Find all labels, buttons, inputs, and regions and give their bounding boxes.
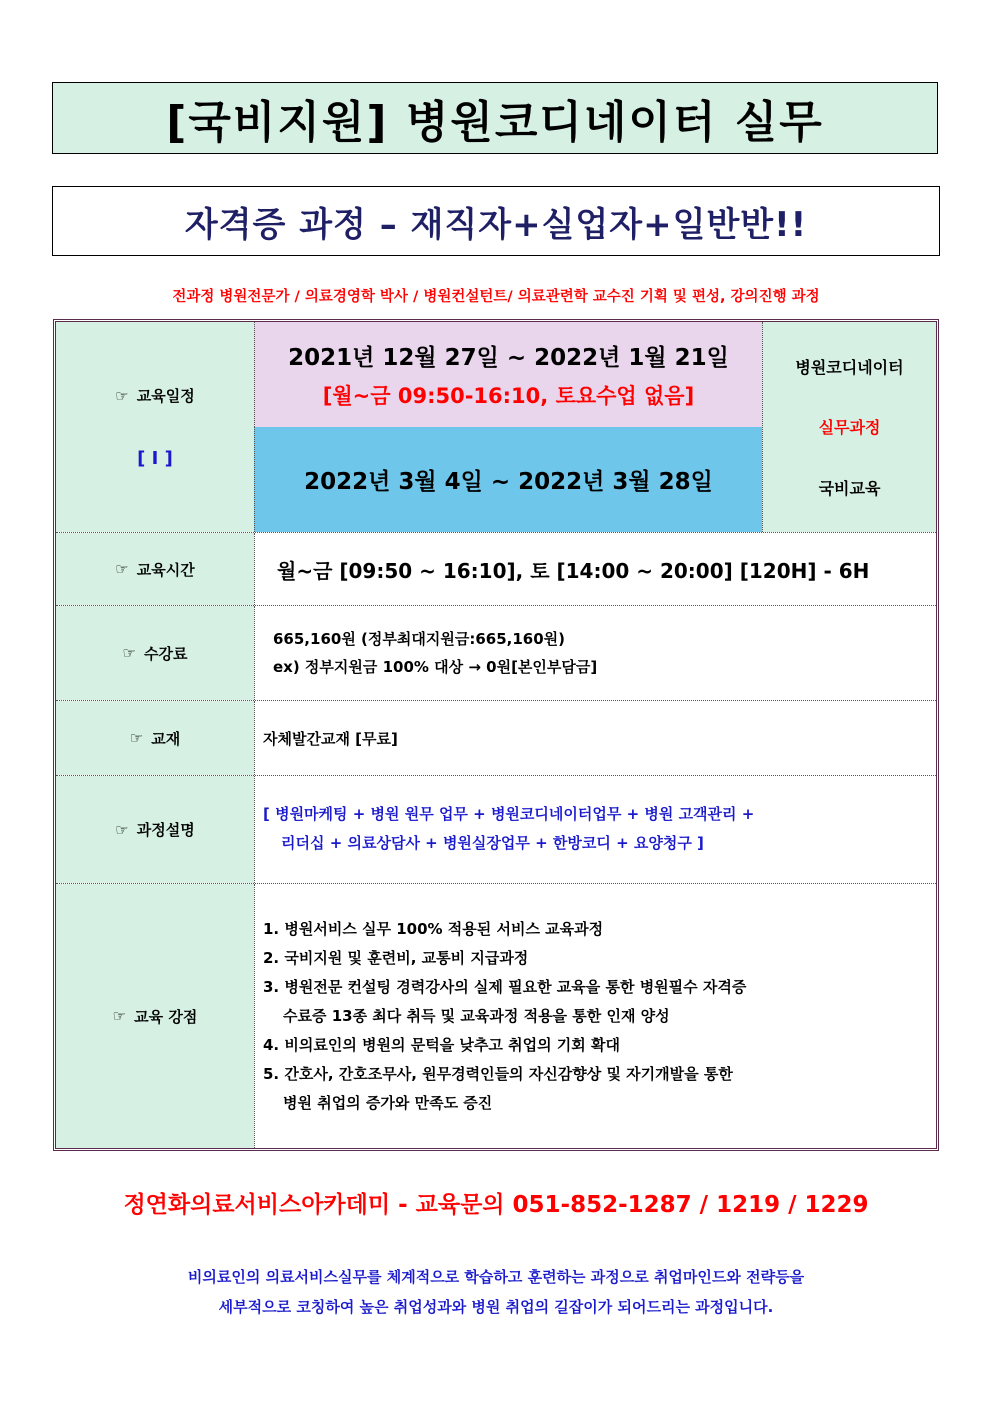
strength-item-continued: 병원 취업의 증가와 만족도 증진 [283, 1093, 493, 1112]
textbook-label: 교재 [151, 729, 181, 748]
side-funding: 국비교육 [818, 479, 881, 499]
period-1-dates: 2021년 12월 27일 ~ 2022년 1월 21일 [288, 345, 729, 371]
time-value: 월~금 [09:50 ~ 16:10], 토 [14:00 ~ 20:00] [120H] - 6H [254, 533, 936, 605]
time-label: 교육시간 [136, 560, 195, 579]
strengths-list [254, 884, 936, 1148]
strength-item: 2. 국비지원 및 훈련비, 교통비 지급과정 [263, 948, 529, 967]
textbook-value: 자체발간교재 [무료] [254, 701, 936, 775]
hand-pointing-right-icon: ☞ [115, 820, 129, 839]
fee-amount: 665,160원 (정부최대지원금:665,160원) [273, 630, 565, 648]
course-label-cell [56, 776, 254, 883]
strength-item: 3. 병원전문 컨설팅 경력강사의 실제 필요한 교육을 통한 병원필수 자격증 [263, 977, 747, 996]
instructors-line: 전과정 병원전문가 / 의료경영학 박사 / 병원컨설턴트/ 의료관련학 교수진 기획 및 편성, 강의진행 과정 [172, 289, 820, 305]
hand-pointing-right-icon: ☞ [129, 729, 144, 747]
side-course-type: 실무과정 [818, 418, 881, 438]
side-course-name: 병원코디네이터 [795, 357, 904, 377]
hand-pointing-right-icon: ☞ [122, 644, 136, 662]
schedule-label: 교육일정 [136, 387, 195, 405]
footer-desc-line-2: 세부적으로 코칭하여 높은 취업성과와 병원 취업의 길잡이가 되어드리는 과정입니다. [218, 1298, 774, 1316]
course-label: 과정설명 [136, 821, 195, 839]
strengths-label-cell [56, 884, 254, 1148]
course-subtitle: 자격증 과정 – 재직자+실업자+일반반!! [52, 186, 940, 256]
fee-example: ex) 정부지원금 100% 대상 → 0원[본인부담금] [273, 658, 598, 676]
course-value-cell [254, 776, 936, 883]
fee-label-cell [56, 606, 254, 700]
course-info-table [53, 319, 939, 1151]
fee-label: 수강료 [143, 644, 188, 663]
schedule-term: [ I ] [137, 448, 173, 469]
strength-item-continued: 수료증 13종 최다 취득 및 교육과정 적용을 통한 인재 양성 [283, 1006, 670, 1025]
schedule-side-cell [762, 322, 936, 532]
period-1-note: [월~금 09:50-16:10, 토요수업 없음] [322, 384, 695, 408]
hand-pointing-right-icon: ☞ [115, 386, 129, 405]
contact-line: 정연화의료서비스아카데미 - 교육문의 051-852-1287 / 1219 / 1229 [123, 1192, 869, 1218]
schedule-period-1 [254, 322, 762, 427]
course-desc-line-1: [ 병원마케팅 + 병원 원무 업무 + 병원코디네이터업무 + 병원 고객관리 + [263, 805, 755, 823]
strengths-label: 교육 강점 [134, 1007, 198, 1026]
page-title: [국비지원] 병원코디네이터 실무 [52, 82, 938, 154]
strength-item: 5. 간호사, 간호조무사, 원무경력인들의 자신감향상 및 자기개발을 통한 [263, 1064, 733, 1083]
course-desc-line-2: 리더십 + 의료상담사 + 병원실장업무 + 한방코디 + 요양청구 ] [281, 834, 704, 852]
schedule-label-cell [56, 322, 254, 532]
fee-value-cell [254, 606, 936, 700]
hand-pointing-right-icon: ☞ [115, 560, 129, 578]
footer-desc-line-1: 비의료인의 의료서비스실무를 체계적으로 학습하고 훈련하는 과정으로 취업마인드와 전략등을 [187, 1268, 805, 1286]
textbook-label-cell [56, 701, 254, 775]
strength-item: 4. 비의료인의 병원의 문턱을 낮추고 취업의 기회 확대 [263, 1035, 620, 1054]
hand-pointing-right-icon: ☞ [112, 1007, 127, 1025]
footer-description [0, 1262, 992, 1322]
time-label-cell [56, 533, 254, 605]
strength-item: 1. 병원서비스 실무 100% 적용된 서비스 교육과정 [263, 919, 604, 938]
schedule-period-2: 2022년 3월 4일 ~ 2022년 3월 28일 [254, 427, 762, 532]
